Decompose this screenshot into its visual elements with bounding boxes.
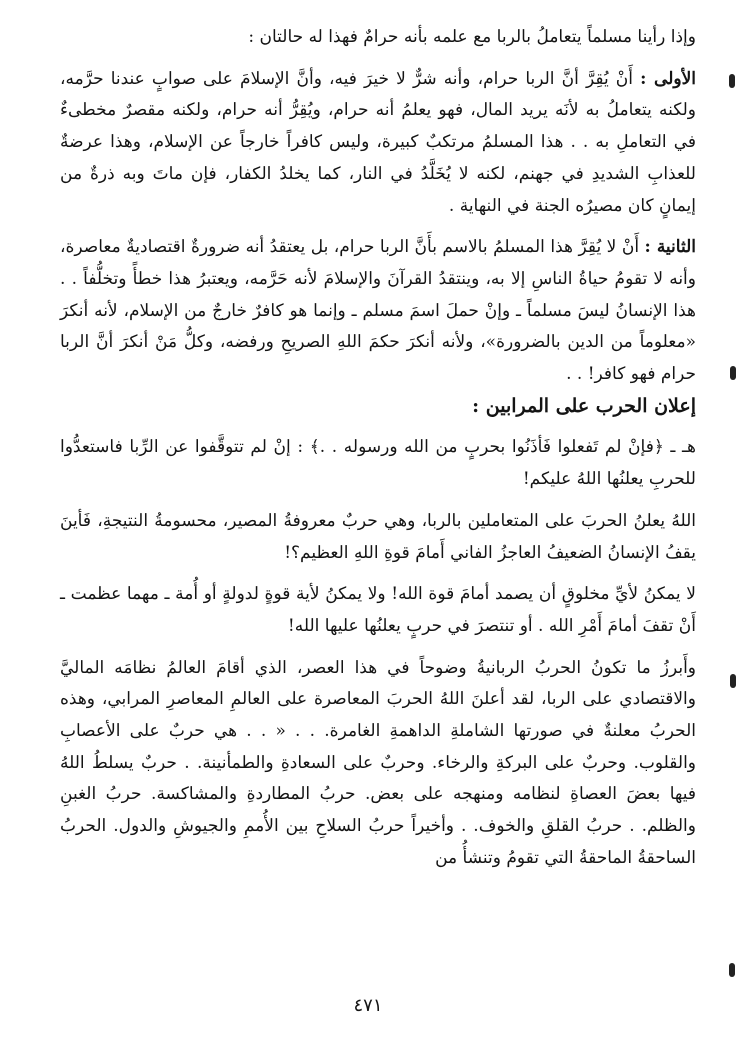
intro-paragraph: وإذا رأينا مسلماً يتعاملُ بالربا مع علمه بأنه حرامٌ فهذا له حالتان : (248, 27, 696, 47)
case-one-text: أَنْ يُقِرَّ أنَّ الربا حرام، وأنه شرٌّ لا خيرَ فيه، وأنَّ الإسلامَ على صوابٍ عندنا حرَّمه، ولكنه يتعاملُ به لأنَه يريد المال، فهو يعلمُ أنه حرام، ويُقِرُّ أنه حرام، ولكنه مقصرٌ مخطىءٌ في التعاملِ به . . هذا المسلمُ مرتكبٌ كبيرة، وليس كافراً خارجاً عن الإسلام، وهذا عرضةٌ للعذابِ الشديدِ في جهنم، لكنه لا يُخَلَّدُ في النار، كما يخلدُ الكفار، فإن ماتَ وبه ذرةٌ من إيمانٍ كان مصيرُه الجنة في النهاية . (60, 68, 696, 216)
margin-mark (729, 963, 735, 977)
no-power-paragraph: لا يمكنُ لأيِّ مخلوقٍ أن يصمد أمامَ قوة الله! ولا يمكنُ لأية قوةٍ لدولةٍ أو أُمة ـ مهما عظمت ـ أَنْ تقفَ أمامَ أَمْرِ الله . أو تنتصرَ في حربٍ يعلنُها عليها الله! (60, 584, 696, 636)
margin-mark (730, 674, 736, 688)
modern-war-paragraph: وأَبرزُ ما تكونُ الحربُ الربانيةُ وضوحاً في هذا العصر، الذي أقامَ العالمُ نظامَه الماليَّ والاقتصادي على الربا، لقد أعلنَ اللهُ الحربَ المعاصرة على العالمِ المعاصرِ المرابي، وهذه الحربُ معلنةٌ في صورتها الشاملةِ الداهمةِ الغامرة. . . « . . هي حربٌ على الأعصابِ والقلوب. وحربٌ على البركةِ والرخاء. وحربٌ على السعادةِ والطمأنينة. . حربٌ يسلطُ اللهُ فيها بعضَ العصاةِ لنظامه ومنهجه على بعض. حربُ المطاردةِ والمشاكسة. حربُ الغبنِ والظلم. . حربُ القلقِ والخوف. . وأخيراً حربُ السلاحِ بين الأُممِ والجيوشِ والدول. الحربُ الساحقةُ الماحقةُ التي تقومُ وتنشأُ من (60, 657, 696, 868)
page-body (60, 22, 696, 875)
margin-mark (729, 74, 735, 88)
section-heading: إعلان الحرب على المرابين : (472, 394, 696, 417)
war-outcome-paragraph: اللهُ يعلنُ الحربَ على المتعاملين بالربا، وهي حربٌ معروفةُ المصير، محسومةُ النتيجةِ، فَأينَ يقفُ الإنسانُ الضعيفُ العاجزُ الفاني أَمامَ قوةِ اللهِ العظيم؟! (60, 510, 696, 563)
page-number: ٤٧١ (353, 995, 383, 1016)
case-two-text: أَنْ لا يُقِرَّ هذا المسلمُ بالاسم بأَنَّ الربا حرام، بل يعتقدُ أنه ضرورةٌ اقتصاديةٌ معاصرة، وأنه لا تقومُ حياةُ الناسِ إلا به، وينتقدُ القرآنَ والإسلامَ لأنه حَرَّمه، ويعتبرُ هذا خطأً وتخلُّفاً . . هذا الإنسانُ ليسَ مسلماً ـ وإنْ حملَ اسمَ مسلم ـ وإنما هو كافرٌ خارجٌ من الإسلام، لأنه أنكرَ «معلوماً من الدين بالضرورة»، ولأنه أنكرَ حكمَ اللهِ الصريحِ ورفضه، وكلُّ مَنْ أنكرَ أنَّ الربا حرام فهو كافر! . . (60, 237, 696, 385)
case-two-paragraph (60, 232, 696, 391)
case-one-label: الأولى : (640, 68, 697, 89)
case-two-label: الثانية : (644, 237, 697, 258)
item-h-paragraph: هـ ـ ﴿فإنْ لم تَفعلوا فَأذَنُوا بحربٍ من الله ورسوله . .﴾ : إنْ لم تتوقَّفوا عن الرِّبا فاستعدُّوا للحربِ يعلنُها اللهُ عليكم! (60, 437, 696, 490)
case-one-paragraph (60, 64, 696, 223)
margin-mark (730, 366, 736, 380)
